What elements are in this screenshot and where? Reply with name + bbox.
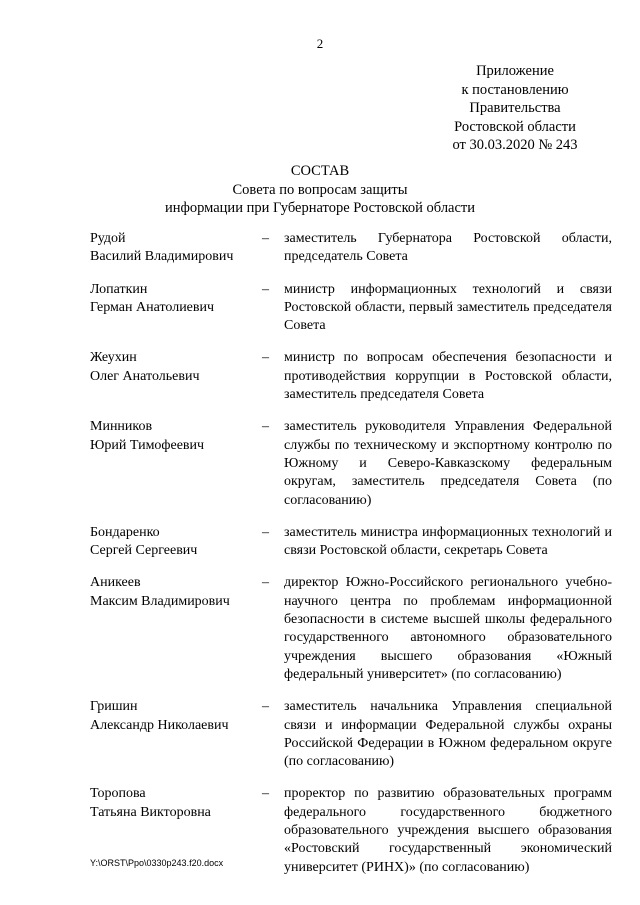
dash-separator: – — [262, 281, 269, 297]
appendix-line: к постановлению — [461, 81, 569, 98]
title-line: Совета по вопросам защиты — [232, 181, 408, 198]
member-name — [90, 349, 262, 404]
appendix-line: Приложение — [476, 63, 554, 79]
member-given-names: Александр Николаевич — [90, 717, 229, 733]
member-role: министр информационных технологий и связи Ростовской области, первый заместитель председателя Совета — [284, 281, 612, 334]
member-surname: Жеухин — [90, 350, 137, 366]
appendix-line: Правительства — [469, 100, 561, 116]
file-path-footer: Y:\ORST\Ppo\0330p243.f20.docx — [90, 858, 224, 868]
member-role: заместитель руководителя Управления Федеральной службы по техническому и экспортному контролю по Южному и Северо-Кавказскому федеральным округам, заместитель председателя Совета (по согласованию) — [284, 419, 612, 508]
member-surname: Бондаренко — [90, 524, 160, 540]
member-row — [90, 281, 612, 336]
dash-separator: – — [262, 524, 269, 540]
member-role: министр по вопросам обеспечения безопасности и противодействия коррупции в Ростовской области, заместитель председателя Совета — [284, 350, 612, 403]
document-title — [0, 162, 640, 218]
member-role: заместитель Губернатора Ростовской области, председатель Совета — [284, 231, 612, 265]
member-given-names: Юрий Тимофеевич — [90, 437, 205, 453]
title-heading: СОСТАВ — [290, 163, 350, 179]
title-line: информации при Губернаторе Ростовской области — [164, 200, 476, 216]
member-name — [90, 698, 262, 771]
member-row — [90, 524, 612, 561]
member-name — [90, 418, 262, 509]
member-role: проректор по развитию образовательных программ федерального государственного бюджетного образовательного учреждения высшего образования «Ростовский государственный экономический университет (РИНХ)» (по согласованию) — [284, 786, 612, 875]
member-surname: Торопова — [90, 786, 146, 802]
member-row — [90, 349, 612, 404]
appendix-line: от 30.03.2020 № 243 — [452, 137, 578, 153]
member-row — [90, 230, 612, 267]
members-list — [90, 230, 612, 891]
member-given-names: Сергей Сергеевич — [90, 543, 198, 559]
member-given-names: Олег Анатольевич — [90, 368, 200, 384]
member-surname: Минников — [90, 419, 153, 435]
dash-separator: – — [262, 575, 269, 591]
member-surname: Гришин — [90, 699, 138, 715]
member-row — [90, 418, 612, 509]
dash-separator: – — [262, 699, 269, 715]
member-given-names: Василий Владимирович — [90, 249, 234, 265]
dash-separator: – — [262, 419, 269, 435]
dash-separator: – — [262, 786, 269, 802]
member-surname: Лопаткин — [90, 281, 148, 297]
member-row — [90, 574, 612, 684]
member-given-names: Татьяна Викторовна — [90, 804, 211, 820]
member-row — [90, 698, 612, 771]
appendix-line: Ростовской области — [454, 118, 576, 135]
member-name — [90, 230, 262, 267]
member-name — [90, 524, 262, 561]
appendix-block — [430, 62, 600, 155]
member-role: директор Южно-Российского регионального учебно-научного центра по проблемам информационной безопасности в системе высшей школы федерального государственного автономного образовательного учреждения высшего образования «Южный федеральный университет» (по согласованию) — [284, 575, 612, 682]
member-role: заместитель начальника Управления специальной связи и информации Федеральной службы охраны Российской Федерации в Южном федеральном округе (по согласованию) — [284, 699, 612, 770]
dash-separator: – — [262, 231, 269, 246]
dash-separator: – — [262, 350, 269, 366]
member-surname: Аникеев — [90, 575, 141, 591]
member-name — [90, 574, 262, 684]
page-number: 2 — [316, 36, 324, 51]
member-given-names: Герман Анатолиевич — [90, 299, 215, 315]
member-name — [90, 281, 262, 336]
member-surname: Рудой — [90, 231, 126, 246]
member-given-names: Максим Владимирович — [90, 593, 230, 609]
member-role: заместитель министра информационных технологий и связи Ростовской области, секретарь Совета — [284, 524, 612, 559]
